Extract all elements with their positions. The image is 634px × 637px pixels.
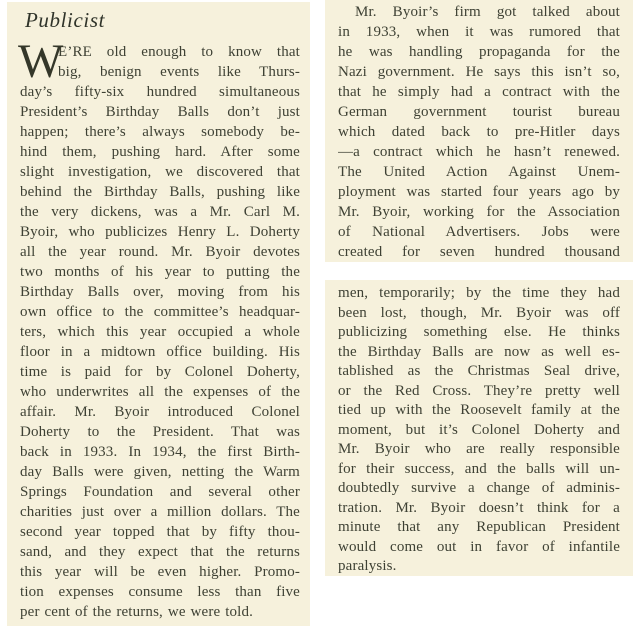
text-line: Mr. Byoir, working for the Association xyxy=(338,204,620,220)
text-line: back in 1933. In 1934, the first Birth- xyxy=(20,444,300,460)
text-line: affair. Mr. Byoir introduced Colonel xyxy=(20,404,300,420)
text-line: who underwrites all the expenses of the xyxy=(20,384,300,400)
text-line: per cent of the returns, we were told. xyxy=(20,604,254,620)
text-line: hind them, pushing hard. After some xyxy=(20,144,300,160)
text-line: happen; there’s always somebody be- xyxy=(20,124,300,140)
text-line: this year will be even higher. Promo- xyxy=(20,564,300,580)
text-line: President’s Birthday Balls don’t just xyxy=(20,104,300,120)
text-line: tied up with the Roosevelt family at the xyxy=(338,402,620,418)
dropcap-letter: W xyxy=(18,35,64,88)
text-line: would come out in favor of infantile xyxy=(338,538,620,555)
text-line: paralysis. xyxy=(338,558,397,574)
text-line: in 1933, when it was rumored that xyxy=(338,24,620,40)
text-line: —a contract which he hasn’t renewed. xyxy=(338,144,620,160)
text-line: time is paid for by Colonel Doherty, xyxy=(20,364,300,380)
text-line: tablished as the Christmas Seal drive, xyxy=(338,363,620,379)
text-line: all the year round. Mr. Byoir devotes xyxy=(20,244,300,260)
text-line: that he simply had a contract with the xyxy=(338,84,620,100)
text-line: been lost, though, Mr. Byoir was off xyxy=(338,304,620,321)
text-line: created for seven hundred thousand xyxy=(338,244,620,260)
text-line: tration. Mr. Byoir doesn’t think for a xyxy=(338,499,620,516)
text-line: big, benign events like Thurs- xyxy=(58,64,300,80)
opening-paragraph xyxy=(18,35,300,88)
text-line: ployment was started four years ago by xyxy=(338,184,620,200)
text-line: second year topped that by fifty thou- xyxy=(20,524,300,540)
text-line: the very dickens, was a Mr. Carl M. xyxy=(20,204,300,220)
text-line: day Balls were given, netting the Warm xyxy=(20,464,300,480)
text-line: Byoir, who publicizes Henry L. Doherty xyxy=(20,224,300,240)
text-line: or the Red Cross. They’re pretty well xyxy=(338,382,620,399)
text-line: minute that any Republican President xyxy=(338,519,620,535)
text-line: E’RE old enough to know that xyxy=(58,44,300,60)
text-line: which dated back to pre-Hitler days xyxy=(338,124,620,140)
text-line: Birthday Balls over, moving from his xyxy=(20,284,300,300)
text-line: Mr. Byoir who are really responsible xyxy=(338,441,620,457)
text-line: Nazi government. He says this isn’t so, xyxy=(338,64,620,80)
text-line: moment, but it’s Colonel Doherty and xyxy=(338,421,620,438)
text-line: charities just over a million dollars. The xyxy=(20,504,300,520)
text-line: German government tourist bureau xyxy=(338,104,620,120)
text-line: Doherty to the President. That was xyxy=(20,424,300,440)
right-column-block-bottom xyxy=(325,280,633,576)
text-line: Springs Foundation and several other xyxy=(20,484,300,500)
right-column-text-top xyxy=(338,2,620,262)
right-column-text-bottom xyxy=(338,284,620,576)
text-line: doubtedly survive a change of adminis- xyxy=(338,480,620,496)
text-line: behind the Birthday Balls, pushing like xyxy=(20,184,300,200)
left-column-block xyxy=(7,2,310,626)
text-line: he was handling propaganda for the xyxy=(338,44,620,60)
text-line: day’s fifty-six hundred simultaneous xyxy=(20,84,300,100)
text-line: publicizing something else. He thinks xyxy=(338,324,620,340)
text-line: tion expenses consume less than five xyxy=(20,584,300,600)
article-title: Publicist xyxy=(25,8,106,32)
text-line: the Birthday Balls are now as well es- xyxy=(338,343,620,360)
text-line: own office to the committee’s headquar- xyxy=(20,304,300,320)
left-column-text xyxy=(20,82,300,622)
text-line: The United Action Against Unem- xyxy=(338,164,620,180)
text-line: Mr. Byoir’s firm got talked about xyxy=(355,4,620,20)
text-line: sand, and they expect that the returns xyxy=(20,544,300,560)
text-line: ters, which this year occupied a whole xyxy=(20,324,300,340)
text-line: slight investigation, we discovered that xyxy=(20,164,300,180)
text-line: for their success, and the balls will un- xyxy=(338,460,620,477)
right-column-block-top xyxy=(325,0,633,262)
text-line: men, temporarily; by the time they had xyxy=(338,285,620,301)
text-line: floor in a midtown office building. His xyxy=(20,344,300,360)
text-line: two months of his year to putting the xyxy=(20,264,300,280)
text-line: of National Advertisers. Jobs were xyxy=(338,224,620,240)
